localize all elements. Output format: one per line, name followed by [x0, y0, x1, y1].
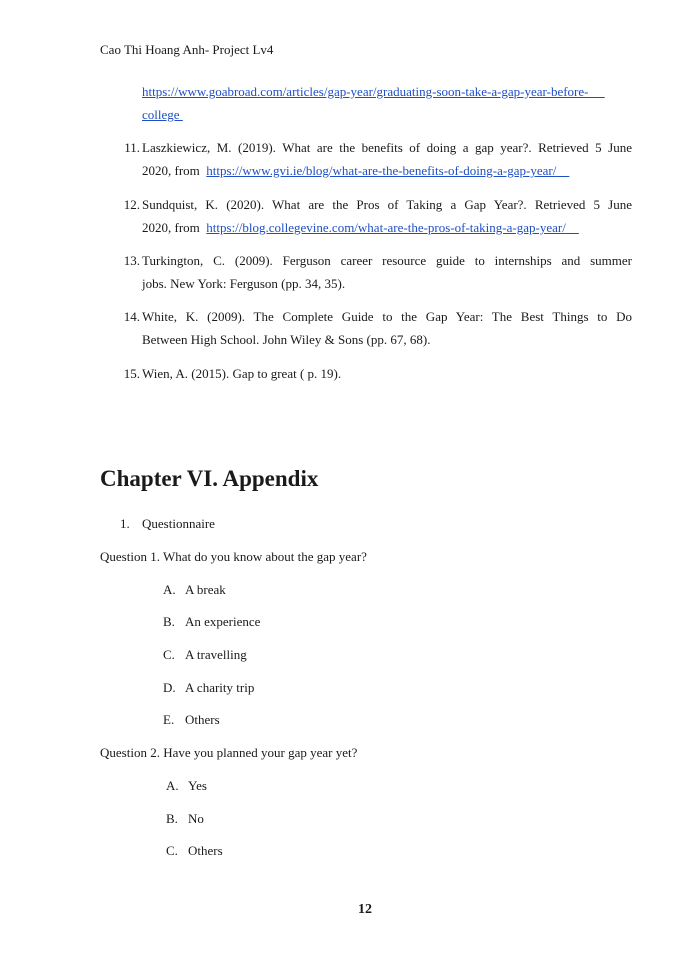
option-letter: D. — [163, 680, 176, 695]
option-label: No — [188, 811, 204, 826]
chapter-heading: Chapter VI. Appendix — [100, 466, 319, 491]
reference-text: Laszkiewicz, M. (2019). What are the benefits of doing a gap year?. Retrieved 5 June — [142, 140, 632, 155]
option-label: A charity trip — [185, 680, 255, 695]
option-letter: B. — [163, 614, 175, 629]
reference-text: Wien, A. (2015). Gap to great ( p. 19). — [142, 366, 342, 381]
reference-text-line2 — [142, 220, 579, 236]
reference-link[interactable]: https://www.gvi.ie/blog/what-are-the-benefits-of-doing-a-gap-year/ — [206, 163, 557, 178]
reference-number: 14. — [123, 309, 140, 324]
option-label: A travelling — [185, 647, 247, 662]
reference-link[interactable]: https://blog.collegevine.com/what-are-the-pros-of-taking-a-gap-year/ — [206, 220, 566, 235]
reference-text: Turkington, C. (2009). Ferguson career resource guide to internships and summer — [142, 253, 632, 268]
reference-text: White, K. (2009). The Complete Guide to the Gap Year: The Best Things to Do — [142, 309, 632, 324]
reference-number: 12. — [123, 197, 140, 212]
reference-continuation — [142, 84, 605, 100]
option-letter: E. — [163, 712, 175, 727]
reference-link[interactable]: https://www.goabroad.com/articles/gap-year/graduating-soon-take-a-gap-year-before- — [142, 84, 589, 99]
list-number: 1. — [120, 516, 130, 531]
option-label: Yes — [188, 778, 207, 793]
option-letter: C. — [163, 647, 175, 662]
page-number: 12 — [358, 902, 372, 917]
question-text: Question 1. What do you know about the gap year? — [100, 549, 367, 564]
reference-prefix: 2020, from — [142, 163, 200, 178]
option-letter: B. — [166, 811, 178, 826]
reference-text-line2 — [142, 163, 569, 179]
reference-continuation-line2 — [142, 107, 183, 123]
list-label: Questionnaire — [142, 516, 215, 531]
option-letter: A. — [166, 778, 179, 793]
running-header: Cao Thi Hoang Anh- Project Lv4 — [100, 42, 274, 57]
option-letter: A. — [163, 582, 176, 597]
reference-number: 11. — [124, 140, 140, 155]
reference-text-line2: Between High School. John Wiley & Sons (pp. 67, 68). — [142, 332, 431, 347]
reference-text-line2: jobs. New York: Ferguson (pp. 34, 35). — [142, 276, 346, 291]
reference-number: 13. — [123, 253, 140, 268]
reference-number: 15. — [123, 366, 140, 381]
option-letter: C. — [166, 843, 178, 858]
option-label: Others — [188, 843, 223, 858]
question-text: Question 2. Have you planned your gap year yet? — [100, 745, 358, 760]
option-label: An experience — [185, 614, 261, 629]
reference-link[interactable]: college — [142, 107, 180, 122]
reference-text: Sundquist, K. (2020). What are the Pros of Taking a Gap Year?. Retrieved 5 June — [142, 197, 632, 212]
option-label: A break — [185, 582, 226, 597]
option-label: Others — [185, 712, 220, 727]
reference-prefix: 2020, from — [142, 220, 200, 235]
